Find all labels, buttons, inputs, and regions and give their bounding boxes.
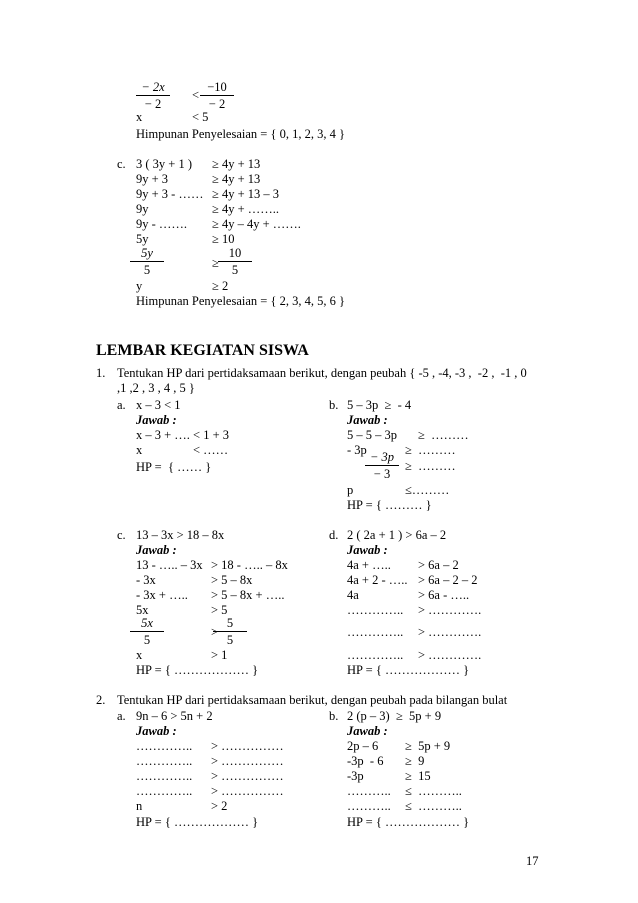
problem-statement: 13 – 3x > 18 – 8x (136, 528, 225, 542)
step-rhs: > 5 (211, 603, 228, 617)
step-rhs: ≤……… (405, 483, 450, 497)
step-rhs: > 6a – 2 (418, 558, 459, 572)
section-heading: LEMBAR KEGIATAN SISWA (96, 342, 309, 359)
step-lhs: x – 3 + …. < 1 + 3 (136, 428, 230, 442)
step-lhs: ……….. (347, 799, 391, 813)
fraction-numerator: 5 (226, 616, 234, 630)
jawab-label: Jawab : (347, 413, 388, 427)
step-rhs: > 6a - ….. (418, 588, 470, 602)
fraction-denominator: 5 (226, 633, 234, 647)
step-rhs: > 2 (211, 799, 228, 813)
fraction-denominator: − 3 (373, 467, 391, 481)
solution-set: HP = { …… } (136, 460, 212, 474)
step-lhs: ………….. (347, 625, 404, 639)
step-lhs: n (136, 799, 143, 813)
step-lhs: 9y (136, 202, 149, 216)
step-lhs: 4a + 2 - ….. (347, 573, 408, 587)
step-lhs: 2p – 6 (347, 739, 379, 753)
greater-than-symbol: > (211, 625, 219, 639)
solution-set: Himpunan Penyelesaian = { 0, 1, 2, 3, 4 } (136, 127, 345, 141)
step-rhs: > …………. (418, 625, 482, 639)
fraction-10-over-5 (218, 246, 252, 277)
step-rhs: ≥ 2 (212, 279, 229, 293)
step-lhs: 9y + 3 - …… (136, 187, 204, 201)
fraction-5-over-5 (213, 616, 247, 647)
solution-set: HP = { ……………… } (136, 663, 259, 677)
problem-statement: 2 (p – 3) ≥ 5p + 9 (347, 709, 442, 723)
step-rhs: > 6a – 2 – 2 (418, 573, 478, 587)
step-rhs: ≥ 15 (405, 769, 431, 783)
step-lhs: ………….. (347, 603, 404, 617)
step-lhs: x (136, 443, 143, 457)
fraction-numerator: − 3p (369, 450, 395, 464)
step-rhs: > …………. (418, 648, 482, 662)
step-rhs: ≥ 4y + 13 (212, 157, 261, 171)
step-rhs: ≤ ……….. (405, 799, 462, 813)
fraction-numerator: − 2x (141, 80, 165, 94)
solution-line-lhs: x (136, 110, 143, 124)
step-lhs: 5x (136, 603, 149, 617)
fraction-denominator: 5 (143, 633, 151, 647)
fraction-neg3p-over-neg3 (365, 450, 399, 481)
item-marker: c. (117, 157, 126, 171)
fraction-numerator: −10 (207, 80, 227, 94)
fraction-numerator: 5x (141, 616, 153, 630)
solution-set: HP = { ……………… } (136, 815, 259, 829)
item-marker: b. (329, 398, 339, 412)
step-lhs: 5 – 5 – 3p (347, 428, 397, 442)
step-rhs: > 5 – 8x + ….. (211, 588, 285, 602)
problem-statement: 5 – 3p ≥ - 4 (347, 398, 412, 412)
solution-line-rhs: < 5 (192, 110, 209, 124)
fraction-neg10-over-neg2 (200, 80, 234, 111)
step-rhs: ≥ 5p + 9 (405, 739, 451, 753)
step-rhs: > 18 - ….. – 8x (211, 558, 288, 572)
step-rhs: > 1 (211, 648, 228, 662)
step-lhs: p (347, 483, 354, 497)
step-rhs: ≥ ……… (405, 459, 456, 473)
solution-set: HP = { ……… } (347, 498, 432, 512)
solution-set: HP = { ……………… } (347, 663, 470, 677)
fraction-denominator: − 2 (208, 97, 226, 111)
step-lhs: ………….. (347, 648, 404, 662)
step-rhs: > …………… (211, 769, 284, 783)
step-lhs: - 3p (347, 443, 367, 457)
step-rhs: > …………. (418, 603, 482, 617)
jawab-label: Jawab : (347, 724, 388, 738)
fraction-5x-over-5 (130, 616, 164, 647)
item-marker: a. (117, 398, 126, 412)
jawab-label: Jawab : (347, 543, 388, 557)
fraction-numerator: 5y (141, 246, 153, 260)
step-lhs: 4a + ….. (347, 558, 391, 572)
step-lhs: -3p (347, 769, 364, 783)
step-lhs: 9y + 3 (136, 172, 169, 186)
jawab-label: Jawab : (136, 413, 177, 427)
jawab-label: Jawab : (136, 724, 177, 738)
step-rhs: > …………… (211, 754, 284, 768)
step-lhs: ………….. (136, 754, 193, 768)
fraction-numerator: 10 (228, 246, 242, 260)
step-lhs: ………….. (136, 784, 193, 798)
step-rhs: > …………… (211, 784, 284, 798)
question-number: 2. (96, 693, 106, 707)
item-marker: a. (117, 709, 126, 723)
fraction-neg2x-over-neg2 (136, 80, 170, 111)
step-rhs: ≥ 4y + 13 – 3 (212, 187, 280, 201)
step-rhs: ≤ ……….. (405, 784, 462, 798)
step-lhs: 9y - ……. (136, 217, 188, 231)
step-lhs: 3 ( 3y + 1 ) (136, 157, 192, 171)
problem-statement: x – 3 < 1 (136, 398, 181, 412)
step-rhs: > 5 – 8x (211, 573, 253, 587)
item-marker: b. (329, 709, 339, 723)
fraction-denominator: 5 (231, 263, 239, 277)
step-lhs: ………….. (136, 769, 193, 783)
step-lhs: 5y (136, 232, 149, 246)
step-rhs: ≥ 4y – 4y + ……. (212, 217, 301, 231)
fraction-5y-over-5 (130, 246, 164, 277)
question-text: Tentukan HP dari pertidaksamaan berikut, dengan peubah pada bilangan bulat (117, 693, 508, 707)
question-text-continued: ,1 ,2 , 3 , 4 , 5 } (117, 381, 195, 395)
jawab-label: Jawab : (136, 543, 177, 557)
solution-set: HP = { ……………… } (347, 815, 470, 829)
step-lhs: - 3x (136, 573, 156, 587)
item-marker: c. (117, 528, 126, 542)
step-rhs: ≥ 10 (212, 232, 235, 246)
less-than-symbol: < (192, 88, 200, 102)
step-rhs: ≥ ……… (418, 428, 469, 442)
problem-statement: 9n – 6 > 5n + 2 (136, 709, 213, 723)
question-number: 1. (96, 366, 106, 380)
item-marker: d. (329, 528, 339, 542)
fraction-denominator: 5 (143, 263, 151, 277)
problem-statement: 2 ( 2a + 1 ) > 6a – 2 (347, 528, 447, 542)
step-lhs: ………….. (136, 739, 193, 753)
step-rhs: ≥ 4y + …….. (212, 202, 280, 216)
step-lhs: x (136, 648, 143, 662)
step-rhs: ≥ ……… (405, 443, 456, 457)
step-rhs: < …… (193, 443, 229, 457)
step-rhs: ≥ 9 (405, 754, 425, 768)
solution-set: Himpunan Penyelesaian = { 2, 3, 4, 5, 6 } (136, 294, 345, 308)
geq-symbol: ≥ (212, 256, 219, 270)
step-lhs: - 3x + ….. (136, 588, 188, 602)
step-lhs: ……….. (347, 784, 391, 798)
fraction-denominator: − 2 (144, 97, 162, 111)
step-lhs: 4a (347, 588, 359, 602)
step-rhs: > …………… (211, 739, 284, 753)
step-lhs: -3p - 6 (347, 754, 384, 768)
step-rhs: ≥ 4y + 13 (212, 172, 261, 186)
page-number: 17 (526, 854, 539, 868)
step-lhs: 13 - ….. – 3x (136, 558, 203, 572)
step-lhs: y (136, 279, 143, 293)
question-text: Tentukan HP dari pertidaksamaan berikut, dengan peubah { -5 , -4, -3 , -2 , -1 , 0 (117, 366, 527, 380)
